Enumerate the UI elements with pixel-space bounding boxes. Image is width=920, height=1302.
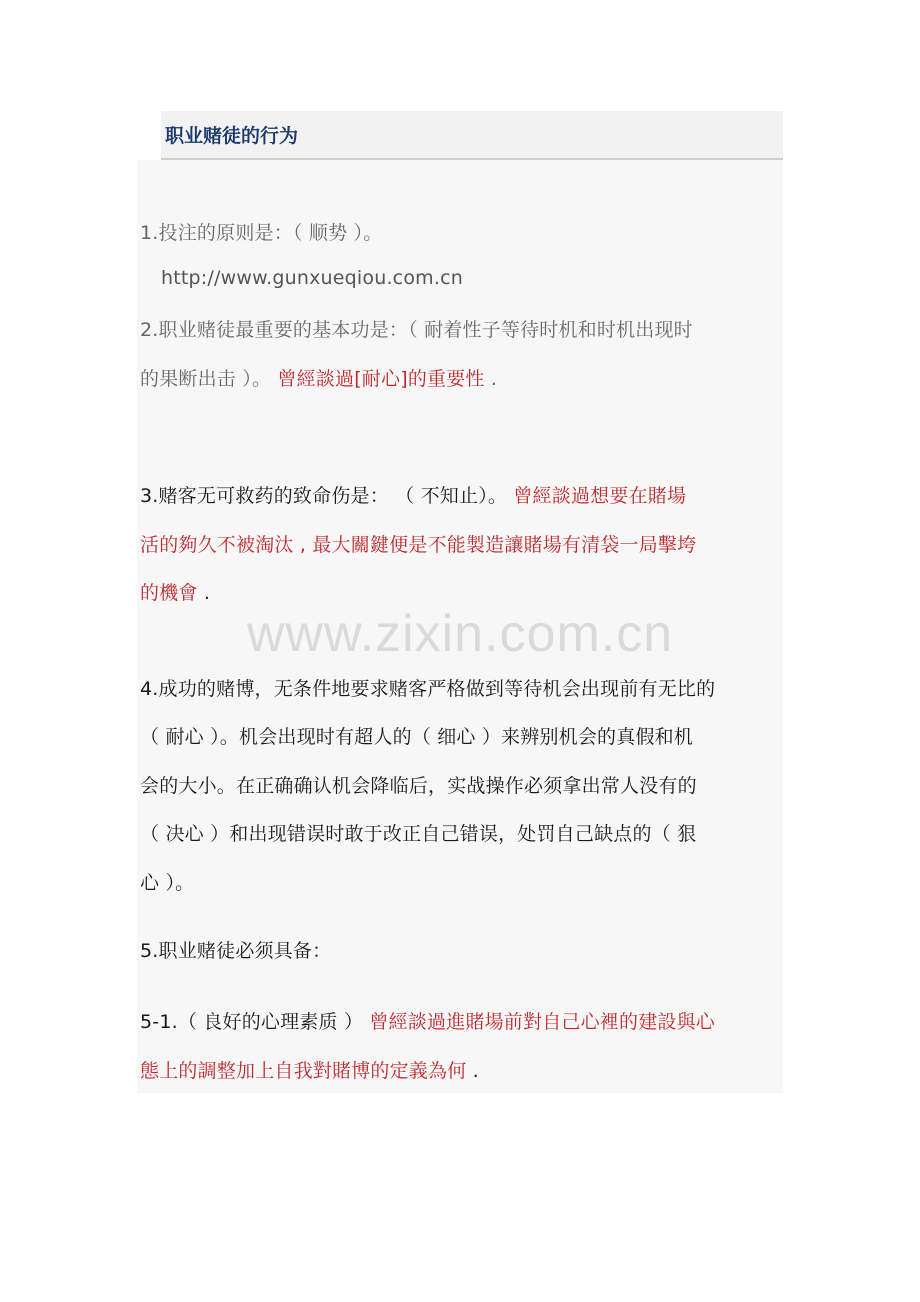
line-11: 心 ）。 <box>140 872 195 894</box>
line-13-red: 曾經談過進賭場前對自己心裡的建設與心 <box>369 1011 716 1033</box>
line-4-red: 曾經談過想要在賭場 <box>513 485 687 507</box>
line-6-end: . <box>197 582 211 604</box>
line-9: 会的大小。在正确确认机会降临后，实战操作必须拿出常人没有的 <box>140 775 697 797</box>
watermark: www.zixin.com.cn <box>246 605 674 663</box>
line-2: 2.职业赌徒最重要的基本功是：（ 耐着性子等待时机和时机出现时 <box>140 319 693 341</box>
line-5: 活的夠久不被淘汰 , 最大關鍵便是不能製造讓賭場有清袋一局擊垮 <box>140 534 697 556</box>
line-3-red: 曾經談過[耐心]的重要性 <box>277 368 485 390</box>
line-4-text: 3.赌客无可救药的致命伤是： （ 不知止）。 <box>140 485 514 507</box>
line-14-red: 態上的調整加上自我對賭博的定義為何 <box>140 1060 467 1082</box>
line-14 <box>140 1056 479 1083</box>
line-8: （ 耐心 ）。机会出现时有超人的（ 细心 ）来辨别机会的真假和机 <box>140 726 694 748</box>
line-4 <box>140 481 686 508</box>
line-13-text: 5-1.（ 良好的心理素质 ） <box>140 1011 370 1033</box>
title-bar <box>161 111 783 160</box>
line-13 <box>140 1007 715 1034</box>
page-title: 职业赌徒的行为 <box>165 125 299 147</box>
line-14-end: . <box>466 1060 479 1082</box>
line-12: 5.职业赌徒必须具备： <box>140 940 332 962</box>
line-3 <box>140 364 497 391</box>
line-1: 1.投注的原则是：（ 顺势 ）。 <box>140 222 383 244</box>
line-7: 4.成功的赌博，无条件地要求赌客严格做到等待机会出现前有无比的 <box>140 678 716 700</box>
url-text: http://www.gunxueqiou.com.cn <box>161 267 463 289</box>
line-6 <box>140 578 210 605</box>
line-3-text: 的果断出击 ）。 <box>140 368 278 390</box>
line-6-red: 的機會 <box>140 582 198 604</box>
line-3-end: . <box>484 368 498 390</box>
line-10: （ 决心 ）和出现错误时敢于改正自己错误，处罚自己缺点的（ 狠 <box>140 823 697 845</box>
